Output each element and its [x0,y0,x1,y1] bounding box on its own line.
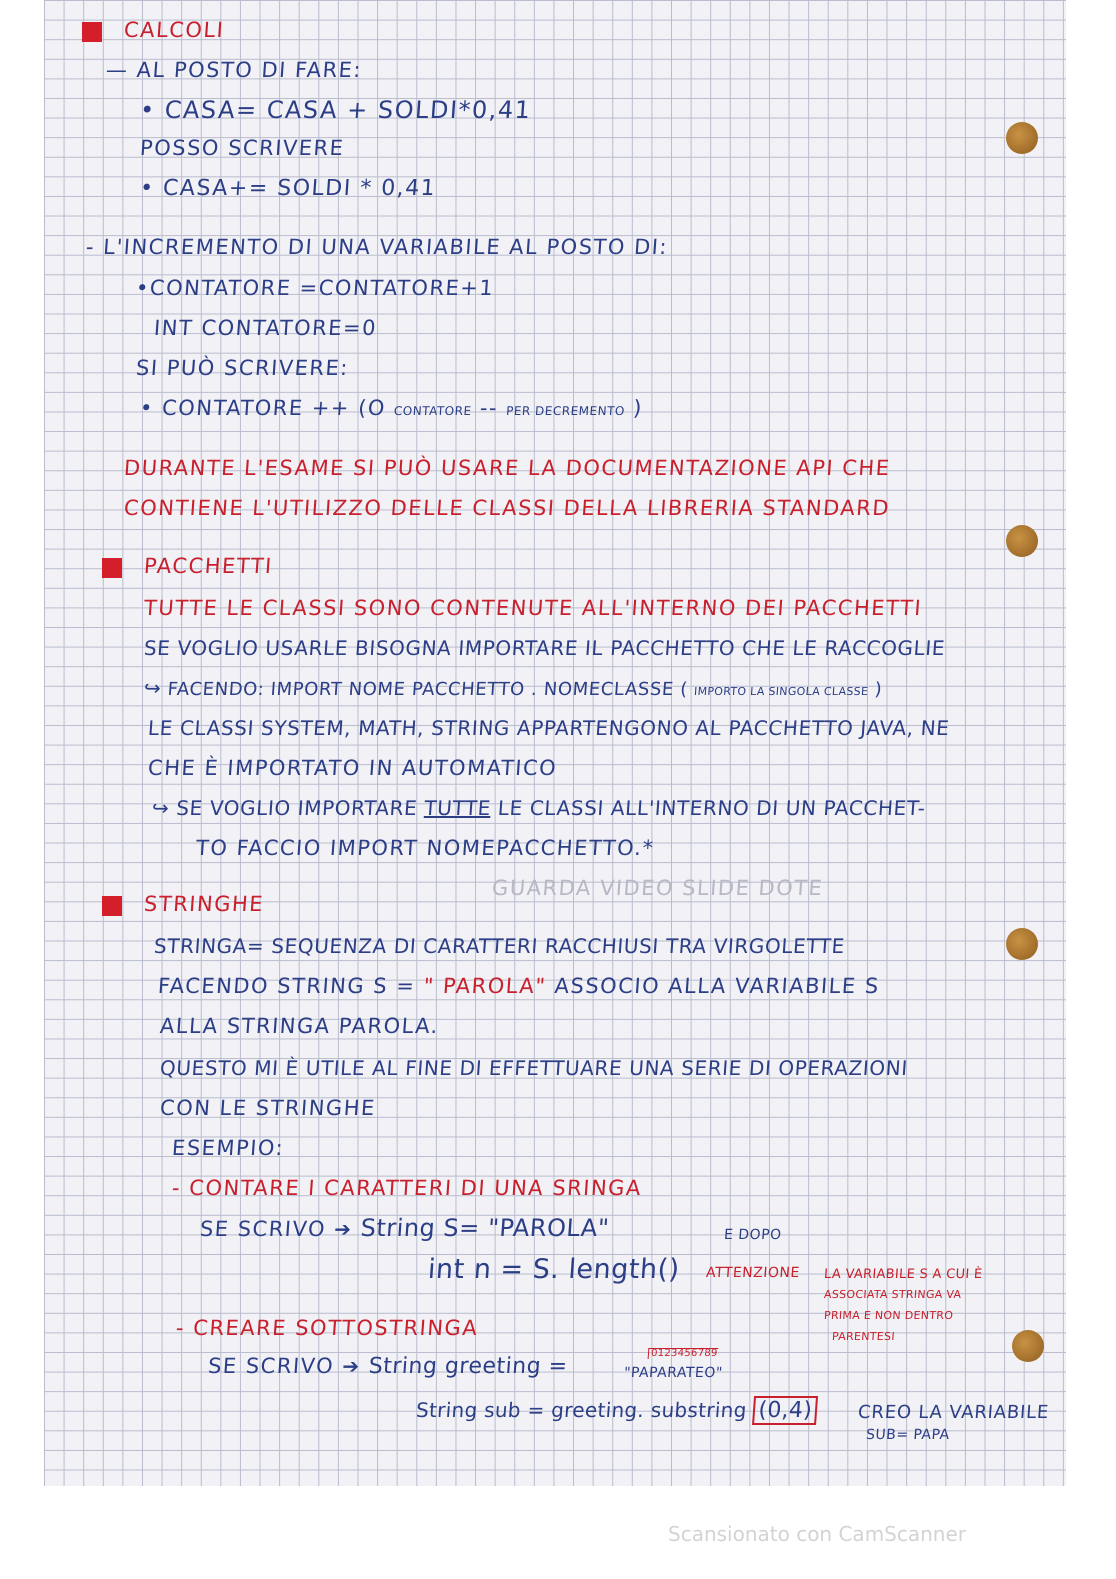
import-all-text-a: SE VOGLIO IMPORTARE [175,796,419,820]
attention-title: ATTENZIONE [705,1265,801,1281]
decrement-operator-text: -- [479,396,499,420]
import-note-text: IMPORTO LA SINGOLA CLASSE [693,685,869,698]
section-heading-stringhe: STRINGHE [143,892,265,916]
string-s-code: String S= "PAROLA" [359,1214,611,1242]
stringhe-line-10: - CREARE SOTTOSTRINGA [175,1316,480,1340]
pacchetti-line-1: TUTTE LE CLASSI SONO CONTENUTE ALL'INTERNO DEI PACCHETTI [143,596,923,620]
faint-reference-text: GUARDA VIDEO SLIDE DOTE [491,876,825,900]
import-all-text-b: TUTTE [423,796,492,820]
punch-hole-icon [1006,928,1038,960]
stringhe-line-11 [207,1356,568,1378]
attention-line-3: PRIMA E NON DENTRO [823,1309,954,1322]
scanner-watermark: Scansionato con CamScanner [668,1522,966,1546]
decrement-note-text: PER DECREMENTO [505,404,626,418]
greeting-literal-text: "PAPARATEO" [623,1365,724,1381]
pacchetti-line-2: SE VOGLIO USARLE BISOGNA IMPORTARE IL PACCHETTO CHE LE RACCOGLIE [143,636,946,660]
contatore-small-text: CONTATORE [393,404,473,418]
e-dopo-text: E DOPO [723,1227,783,1243]
punch-hole-icon [1006,122,1038,154]
assign-text: ASSOCIO ALLA VARIABILE S [553,974,881,998]
calcoli-line-8: SI PUÒ SCRIVERE: [135,356,350,380]
import-syntax-text: FACENDO: IMPORT NOME PACCHETTO . NOMECLASSE ( [166,679,689,700]
creo-variabile-text: CREO LA VARIABILE [857,1402,1050,1423]
exam-note-line-2: CONTIENE L'UTILIZZO DELLE CLASSI DELLA LIBRERIA STANDARD [123,496,891,520]
section-heading-pacchetti: PACCHETTI [143,554,274,578]
substring-code: String sub = greeting. substring [415,1398,748,1422]
calcoli-line-9 [139,398,643,419]
calcoli-line-2: • CASA= CASA + SOLDI*0,41 [139,96,533,124]
attention-line-4: PARENTESI [831,1330,896,1343]
se-scrivo-text: SE SCRIVO [199,1217,327,1241]
stringhe-line-5: CON LE STRINGHE [159,1096,377,1120]
import-all-text-c: LE CLASSI ALL'INTERNO DI UN PACCHET- [497,796,927,820]
contatore-increment-text: • CONTATORE ++ (O [139,396,387,420]
punch-hole-icon [1012,1330,1044,1362]
pacchetti-line-4: LE CLASSI SYSTEM, MATH, STRING APPARTENGONO AL PACCHETTO JAVA, NE [147,716,951,740]
stringhe-line-6: ESEMPIO: [171,1136,285,1160]
string-decl-text: FACENDO STRING S = [157,974,417,998]
calcoli-line-5: - L'INCREMENTO DI UNA VARIABILE AL POSTO DI: [85,235,669,259]
calcoli-line-3: POSSO SCRIVERE [139,136,346,160]
attention-line-2: ASSOCIATA STRINGA VA [823,1288,962,1301]
string-greeting-code: String greeting = [367,1354,569,1379]
calcoli-line-4: • CASA+= SOLDI * 0,41 [139,176,438,201]
stringhe-line-7: - CONTARE I CARATTERI DI UNA SRINGA [171,1176,643,1200]
stringhe-line-2 [157,976,880,997]
length-code: int n = S. length() [426,1254,681,1285]
exam-note-line-1: DURANTE L'ESAME SI PUÒ USARE LA DOCUMENTAZIONE API CHE [123,456,892,480]
stringhe-line-12 [415,1400,818,1422]
string-literal-text: " PAROLA" [422,974,548,998]
pacchetti-line-5: CHE È IMPORTATO IN AUTOMATICO [147,756,558,780]
arrow-right-icon: ➔ [341,1354,362,1378]
arrow-right-icon: ↪ [143,676,163,700]
punch-hole-icon [1006,525,1038,557]
stringhe-line-3: ALLA STRINGA PAROLA. [159,1014,440,1038]
red-square-bullet-icon [102,896,122,916]
calcoli-line-1: — AL POSTO DI FARE: [105,58,363,82]
stringhe-line-4: QUESTO MI È UTILE AL FINE DI EFFETTUARE UNA SERIE DI OPERAZIONI [159,1056,909,1080]
pacchetti-line-7: TO FACCIO IMPORT NOMEPACCHETTO.* [195,836,656,860]
index-digits-text: 0123456789 [648,1348,718,1359]
substring-args-text: (0,4) [752,1396,818,1425]
attention-line-1: LA VARIABILE S A CUI È [823,1267,983,1282]
pacchetti-line-6 [151,798,926,818]
sub-result-text: SUB= PAPA [865,1427,951,1443]
se-scrivo-text-2: SE SCRIVO [207,1354,335,1378]
import-closing-paren: ) [873,679,884,700]
arrow-right-icon: ↪ [151,796,171,820]
red-square-bullet-icon [102,558,122,578]
arrow-right-icon: ➔ [333,1217,354,1241]
red-square-bullet-icon [82,22,102,42]
stringhe-line-1: STRINGA= SEQUENZA DI CARATTERI RACCHIUSI TRA VIRGOLETTE [153,934,846,958]
calcoli-line-7: INT CONTATORE=0 [153,316,378,340]
section-heading-calcoli: CALCOLI [123,18,226,42]
notebook-page [44,0,1066,1486]
pacchetti-line-3 [143,678,883,699]
closing-paren-text: ) [632,396,644,420]
calcoli-line-6: •CONTATORE =CONTATORE+1 [135,276,496,300]
stringhe-line-8 [199,1216,610,1240]
